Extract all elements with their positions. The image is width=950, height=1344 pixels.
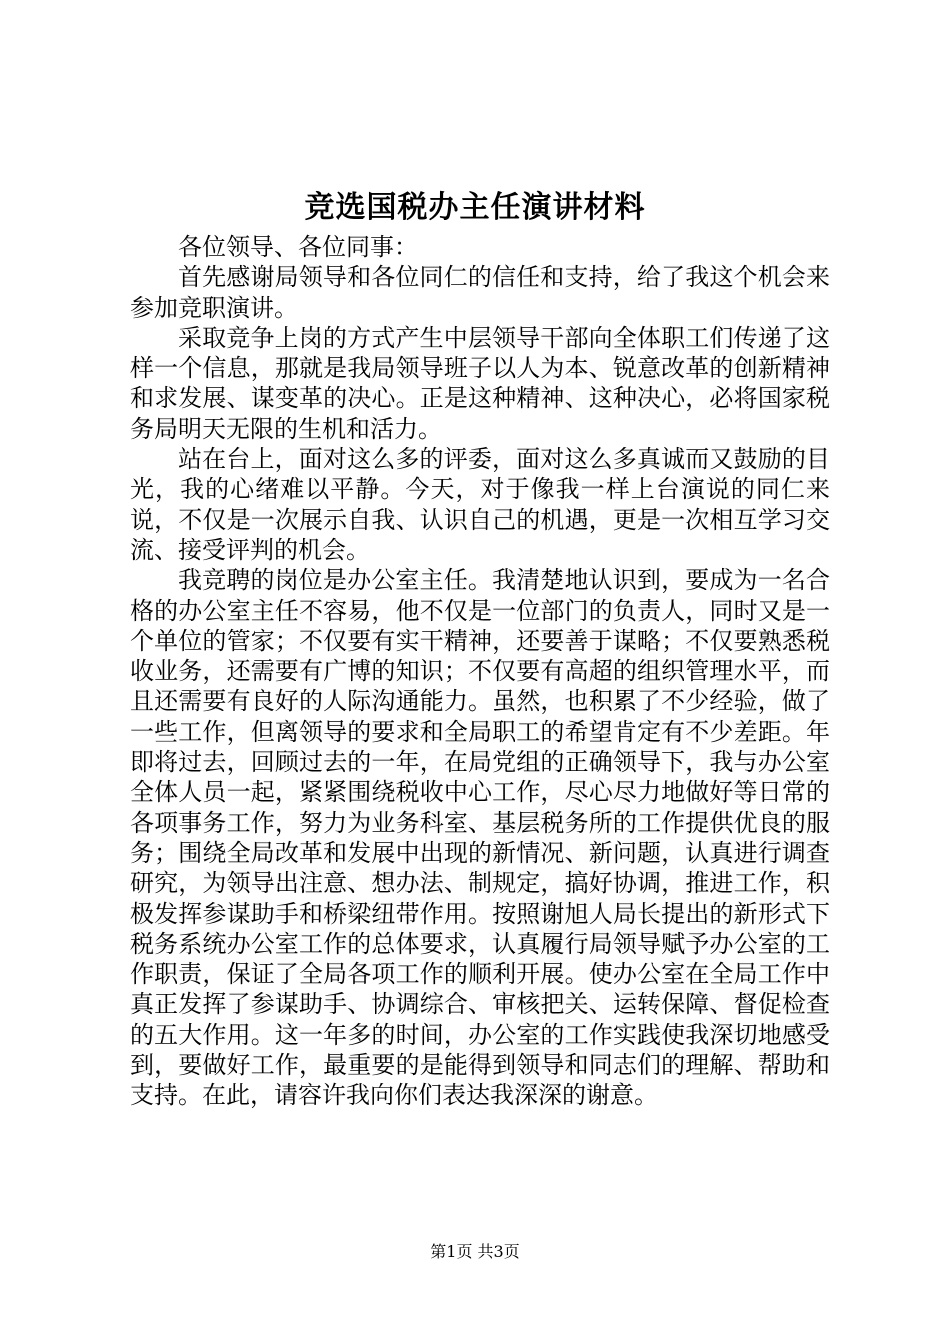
document-title: 竞选国税办主任演讲材料 xyxy=(304,190,646,225)
body-paragraph: 首先感谢局领导和各位同仁的信任和支持，给了我这个机会来参加竞职演讲。 xyxy=(130,263,830,322)
page-number-footer: 第1页 共3页 xyxy=(430,1242,520,1261)
body-paragraph: 我竞聘的岗位是办公室主任。我清楚地认识到，要成为一名合格的办公室主任不容易，他不仅是一位部门的负责人，同时又是一个单位的管家；不仅要有实干精神，还要善于谋略；不仅要熟悉税收业务，还需要有广博的知识；不仅要有高超的组织管理水平，而且还需要有良好的人际沟通能力。虽然，也积累了不少经验，做了一些工作，但离领导的要求和全局职工的希望肯定有不少差距。年即将过去，回顾过去的一年，在局党组的正确领导下，我与办公室全体人员一起，紧紧围绕税收中心工作，尽心尽力地做好等日常的各项事务工作，努力为业务科室、基层税务所的工作提供优良的服务；围绕全局改革和发展中出现的新情况、新问题，认真进行调查研究，为领导出注意、想办法、制规定，搞好协调，推进工作，积极发挥参谋助手和桥梁纽带作用。按照谢旭人局长提出的新形式下税务系统办公室工作的总体要求，认真履行局领导赋予办公室的工作职责，保证了全局各项工作的顺利开展。使办公室在全局工作中真正发挥了参谋助手、协调综合、审核把关、运转保障、督促检查的五大作用。这一年多的时间，办公室的工作实践使我深切地感受到，要做好工作，最重要的是能得到领导和同志们的理解、帮助和支持。在此，请容许我向你们表达我深深的谢意。 xyxy=(130,566,830,1110)
body-paragraph: 站在台上，面对这么多的评委，面对这么多真诚而又鼓励的目光，我的心绪难以平静。今天，对于像我一样上台演说的同仁来说，不仅是一次展示自我、认识自己的机遇，更是一次相互学习交流、接受评判的机会。 xyxy=(130,445,830,564)
document-body xyxy=(130,232,830,1111)
body-paragraph: 采取竞争上岗的方式产生中层领导干部向全体职工们传递了这样一个信息，那就是我局领导班子以人为本、锐意改革的创新精神和求发展、谋变革的决心。正是这种精神、这种决心，必将国家税务局明天无限的生机和活力。 xyxy=(130,323,830,443)
salutation-paragraph: 各位领导、各位同事： xyxy=(178,233,418,261)
